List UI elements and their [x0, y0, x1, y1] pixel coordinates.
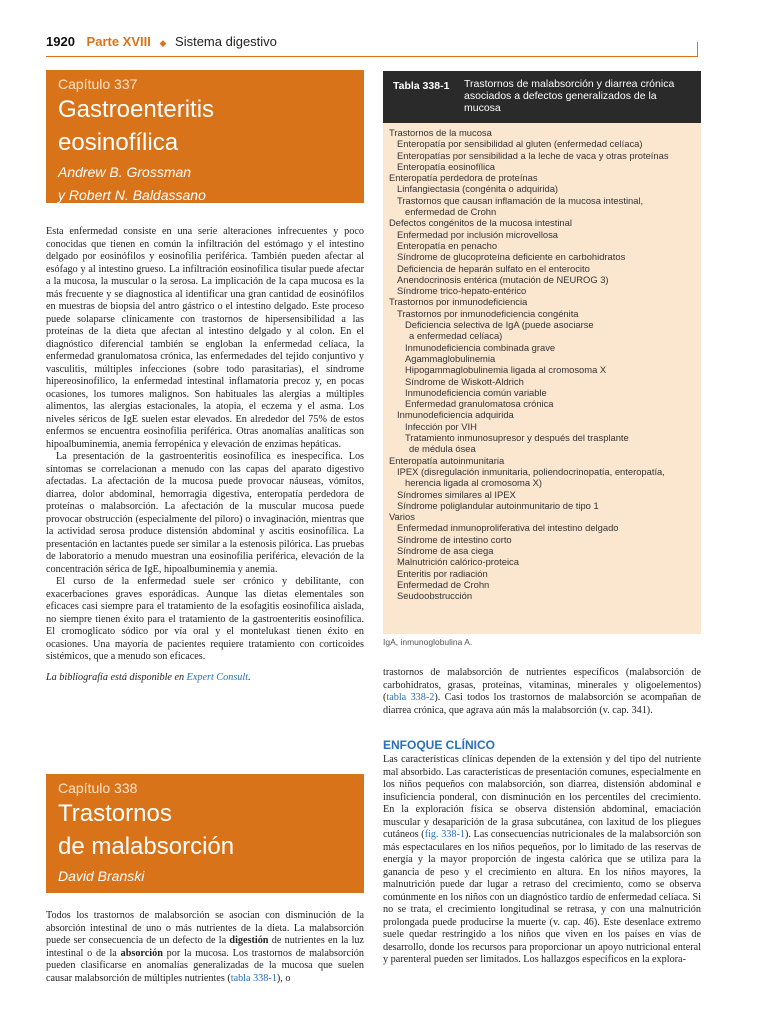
text-run: de nutrientes en la luz intestinal o de la [46, 935, 365, 959]
right-column-body [383, 754, 701, 967]
chapter-338-body [46, 910, 364, 985]
chapter-author-line1: Andrew B. Grossman [58, 164, 192, 180]
table-row: Enteropatía en penacho [397, 239, 498, 251]
table-row: Enteropatía eosinofílica [397, 160, 495, 172]
expert-consult-link[interactable]: Expert Consult [186, 671, 249, 683]
table-row: herencia ligada al cromosoma X) [405, 477, 543, 489]
table-link[interactable]: tabla 338-2 [386, 692, 435, 703]
table-row: Enfermedad granulomatosa crónica [405, 398, 554, 410]
table-header [383, 71, 701, 123]
text-run: Todos los trastornos de malabsorción se asocian con disminución de la absorción intestinal de uno o más nutrientes de la dieta. La malabsorción puede ser consecuencia de un defecto de la [46, 910, 364, 946]
bibliography-text: La bibliografía está disponible en [46, 671, 187, 683]
table-row: Enteropatía autoinmunitaria [389, 454, 505, 466]
header-tick [697, 42, 698, 57]
table-row: Infección por VIH [405, 420, 477, 432]
table-row: IPEX (disregulación inmunitaria, poliendocrinopatía, enteropatía, [397, 465, 665, 477]
table-row: Síndrome de Wiskott-Aldrich [405, 375, 524, 387]
chapter-title-line2: eosinofílica [58, 129, 179, 156]
table-row: Inmunodeficiencia adquirida [397, 409, 514, 421]
right-column-intro [383, 667, 701, 717]
table-footnote: IgA, inmunoglobulina A. [383, 637, 473, 647]
table-row: Enteropatías por sensibilidad a la leche de vaca y otras proteínas [397, 149, 669, 161]
table-row: Malnutrición calórico-proteica [397, 556, 519, 568]
bold-term: digestión [229, 935, 269, 946]
table-title: Trastornos de malabsorción y diarrea crónica asociados a defectos generalizados de la mucosa [464, 78, 675, 114]
table-row: Trastornos que causan inflamación de la mucosa intestinal, [397, 194, 644, 206]
chapter-author-line2: y Robert N. Baldassano [58, 187, 206, 203]
chapter-author: David Branski [58, 868, 145, 884]
table-row: Tratamiento inmunosupresor y después del trasplante [405, 432, 629, 444]
table-row: Síndrome de glucoproteína deficiente en carbohidratos [397, 251, 626, 263]
paragraph: Esta enfermedad consiste en una serie alteraciones infrecuentes y poco conocidas que tienen en común la infiltración del estómago y el intestino delgado por eosinófilos y eosinofilia periférica. También pueden afectar al esófago y al intestino grueso. La infiltración eosinofílica tisular puede afectar a la mucosa, la muscular o la serosa. La implicación de la capa mucosa es la más frecuente y se diagnostica al identificar una gran cantidad de eosinófilos en muestras de biopsia del antro gástrico o el intestino delgado. Este proceso puede solaparse clínicamente con trastornos de hipersensibilidad a las proteínas de la dieta que afectan al intestino delgado y al colon. En el diagnóstico diferencial también se engloban la enfermedad celíaca, la enfermedad granulomatosa crónica, las enfermedades del tejido conjuntivo y vasculitis, múltiples infecciones (sobre todo parasitarias), el síndrome hipereosinofílico, la enfermedad intestinal inflamatoria precoz y, en pocas ocasiones, los tumores malignos. Son habituales las alergias a múltiples alimentos, las alergias estacionales, la atopia, el eczema y el asma. Los niveles séricos de IgE suelen estar elevados. En alrededor del 75% de estos enfermos se encuentra eosinofilia periférica. Otras anomalías analíticas son hipoalbuminemia, anemia ferropénica y elevación de enzimas hepáticas. [46, 226, 364, 450]
bibliography-note [46, 672, 364, 685]
table-row: Enteropatía perdedora de proteínas [389, 172, 538, 184]
table-row: Seudoobstrucción [397, 590, 473, 602]
chapter-337-banner [46, 70, 364, 203]
paragraph: El curso de la enfermedad suele ser crónico y debilitante, con exacerbaciones graves esporádicas. Aunque las dietas elementales son eficaces casi siempre para el tratamiento de la esofagitis eosinofílica aislada, no siempre tienen éxito para el tratamiento de la gastroenteritis eosinofílica. El cromoglicato sódico por vía oral y el montelukast tienen éxito en ocasiones. Una mayoría de pacientes requiere tratamiento con corticoides sistémicos, que a menudo son eficaces. [46, 576, 364, 662]
chapter-label: Capítulo 337 [58, 76, 138, 92]
chapter-title-line2: de malabsorción [58, 833, 235, 860]
chapter-338-banner [46, 774, 364, 893]
chapter-title-line1: Trastornos [58, 800, 172, 827]
text-run: ). Las consecuencias nutricionales de la malabsorción son más espectaculares en los niños pequeños, por lo limitado de las reservas de energía y la mayor proporción de ingesta calórica que se utiliza para la ganancia de peso y el crecimiento en altura. En los niños mayores, la malnutrición puede dar lugar a retraso del crecimiento, como se observa comúnmente en los niños con un diagnóstico tardío de enfermedad celíaca. Si no se trata, el crecimiento longitudinal se retrasa, y con una malnutrición prolongada puede producirse la muerte (v. cap. 46). Este desenlace extremo suele quedar restringido a los niños que viven en los países en vías de desarrollo, donde los recursos para proporcionar un apoyo nutricional enteral y parenteral pueden ser limitados. Los hallazgos específicos en la explora- [383, 829, 701, 965]
chapter-337-body [46, 226, 364, 684]
paragraph [383, 667, 701, 717]
chapter-label: Capítulo 338 [58, 780, 138, 796]
text-run: por la mucosa. Los trastornos de malabsorción pueden clasificarse en anomalías generalizadas de la mucosa que suelen causar malabsorción de múltiples nutrientes ( [46, 947, 364, 984]
table-row: Síndrome de asa ciega [397, 544, 494, 556]
table-row: Deficiencia de heparán sulfato en el enterocito [397, 262, 590, 274]
table-row: Hipogammaglobulinemia ligada al cromosoma X [405, 364, 607, 376]
header-rule [46, 56, 698, 57]
paragraph: La presentación de la gastroenteritis eosinofílica es inespecífica. Los síntomas se correlacionan a menudo con las capas del aparato digestivo afectadas. La afectación de la mucosa puede provocar náuseas, vómitos, diarrea, dolor abdominal, hemorragia digestiva, enteropatía perdedora de proteínas o malabsorción. La afectación de la muscular mucosa puede provocar obstrucción (especialmente del píloro) o invaginación, mientras que la actividad serosa produce distensión abdominal y ascitis eosinofílica. La presentación en lactantes puede ser similar a la estenosis pilórica. Las pruebas de laboratorio a menudo muestran una eosinofilia periférica, elevación de la concentración sérica de IgE, hipoalbuminemia y anemia. [46, 451, 364, 575]
figure-link[interactable]: fig. 338-1 [424, 829, 465, 840]
table-row: Agammaglobulinemia [405, 352, 496, 364]
table-row: Deficiencia selectiva de IgA (puede asociarse [405, 319, 594, 331]
running-header [46, 34, 698, 56]
table-label: Tabla 338-1 [393, 80, 450, 92]
table-row: Enfermedad de Crohn [397, 578, 490, 590]
part-label: Parte XVIII [86, 34, 151, 49]
table-body [383, 123, 701, 634]
section-label: Sistema digestivo [175, 34, 277, 49]
paragraph [383, 754, 701, 967]
table-row: Inmunodeficiencia común variable [405, 386, 547, 398]
table-link[interactable]: tabla 338-1 [230, 972, 277, 984]
paragraph [46, 910, 364, 985]
table-row: Varios [389, 511, 415, 523]
chapter-title-line1: Gastroenteritis [58, 96, 215, 123]
table-row: Trastornos por inmunodeficiencia congénita [397, 307, 579, 319]
table-row: Linfangiectasia (congénita o adquirida) [397, 183, 559, 195]
table-row: Enteropatía por sensibilidad al gluten (enfermedad celíaca) [397, 138, 643, 150]
page-number: 1920 [46, 34, 75, 49]
text-run: ), o [276, 972, 291, 984]
table-row: Síndrome trico-hepato-entérico [397, 285, 527, 297]
table-row: Inmunodeficiencia combinada grave [405, 341, 556, 353]
table-row: Anendocrinosis entérica (mutación de NEUROG 3) [397, 273, 609, 285]
table-row: enfermedad de Crohn [405, 206, 497, 218]
table-row: Defectos congénitos de la mucosa intestinal [389, 217, 572, 229]
section-heading: ENFOQUE CLÍNICO [383, 738, 496, 752]
table-row: Síndrome de intestino corto [397, 533, 512, 545]
table-row: Enteritis por radiación [397, 567, 488, 579]
table-row: Síndromes similares al IPEX [397, 488, 516, 500]
text-run: ). Casi todos los trastornos de malabsorción se acompañan de diarrea crónica, que agrava aún más la malabsorción (v. cap. 341). [383, 692, 701, 716]
bibliography-end: . [248, 671, 251, 683]
table-row: Trastornos de la mucosa [389, 127, 492, 138]
diamond-icon: ◆ [159, 38, 167, 48]
text-run: trastornos de malabsorción de nutrientes específicos (malabsorción de carbohidratos, grasas, proteínas, vitaminas, minerales y oligoelementos) ( [383, 667, 701, 703]
table-row: de médula ósea [409, 443, 476, 455]
table-row: Síndrome poliglandular autoinmunitario de tipo 1 [397, 499, 599, 511]
table-row: Enfermedad inmunoproliferativa del intestino delgado [397, 522, 619, 534]
table-row: Enfermedad por inclusión microvellosa [397, 228, 559, 240]
text-run: Las características clínicas dependen de la extensión y del tipo del nutriente mal absorbido. Las características de presentación comunes, especialmente en los niños pequeños con malabsorción, son diarrea, distensión abdominal e insuficiencia ponderal, con disminución en los percentiles del crecimiento. En la exploración física se observa distensión abdominal, emaciación muscular y desaparición de la grasa subcutánea, con laxitud de los pliegues cutáneos ( [383, 754, 701, 840]
table-row: Trastornos por inmunodeficiencia [389, 296, 528, 308]
bold-term: absorción [120, 947, 163, 959]
table-row: a enfermedad celíaca) [409, 330, 503, 342]
